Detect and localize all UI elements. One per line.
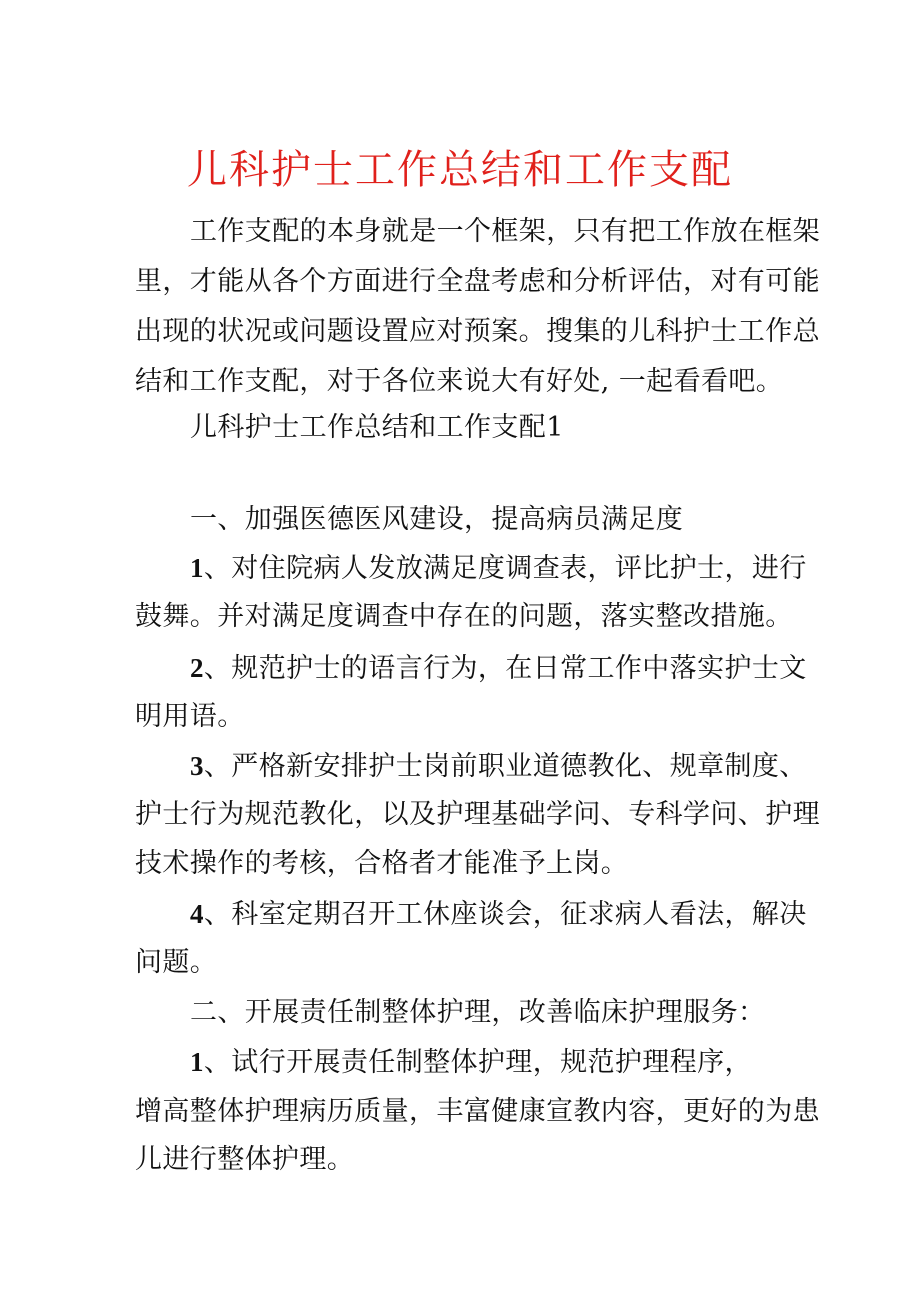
item-number: 3 [190,751,204,781]
section1-item2-line-1 [190,648,807,689]
section2-item1-line-1 [190,1042,795,1083]
item-text: 、严格新安排护士岗前职业道德教化、规章制度、 [203,751,807,782]
section1-item1-line-1 [190,548,807,589]
section-subtitle: 儿科护士工作总结和工作支配1 [190,412,564,443]
intro-line-3: 出现的状况或问题设置应对预案。搜集的儿科护士工作总 [135,316,820,347]
document-title: 儿科护士工作总结和工作支配 [187,147,733,193]
section1-item3-line-3: 技术操作的考核，合格者才能准予上岗。 [135,848,629,879]
item-text: 、试行开展责任制整体护理，规范护理程序， [203,1047,752,1078]
item-text: 、科室定期召开工休座谈会，征求病人看法，解决 [203,899,807,930]
item-number: 1 [190,553,204,583]
section1-heading: 一、加强医德医风建设，提高病员满足度 [190,504,684,535]
section1-item1-line-2: 鼓舞。并对满足度调查中存在的问题，落实整改措施。 [135,601,793,632]
section1-item4-line-2: 问题。 [135,947,218,978]
item-number: 2 [190,653,204,683]
item-number: 1 [190,1047,204,1077]
item-text: 、规范护士的语言行为，在日常工作中落实护士文 [203,653,807,684]
section1-item4-line-1 [190,894,807,935]
section2-item1-line-3: 儿进行整体护理。 [135,1144,355,1175]
item-number: 4 [190,899,204,929]
intro-line-2: 里，才能从各个方面进行全盘考虑和分析评估，对有可能 [135,266,820,297]
section1-item2-line-2: 明用语。 [135,701,245,732]
section1-item3-line-2: 护士行为规范教化，以及护理基础学问、专科学问、护理 [135,799,820,830]
intro-line-1: 工作支配的本身就是一个框架，只有把工作放在框架 [190,216,821,247]
intro-line-4: 结和工作支配，对于各位来说大有好处, 一起看看吧。 [135,366,784,397]
section2-heading: 二、开展责任制整体护理，改善临床护理服务： [190,997,766,1028]
section2-item1-line-2: 增高整体护理病历质量，丰富健康宣教内容，更好的为患 [135,1096,820,1127]
section1-item3-line-1 [190,746,807,787]
item-text: 、对住院病人发放满足度调查表，评比护士，进行 [203,553,807,584]
